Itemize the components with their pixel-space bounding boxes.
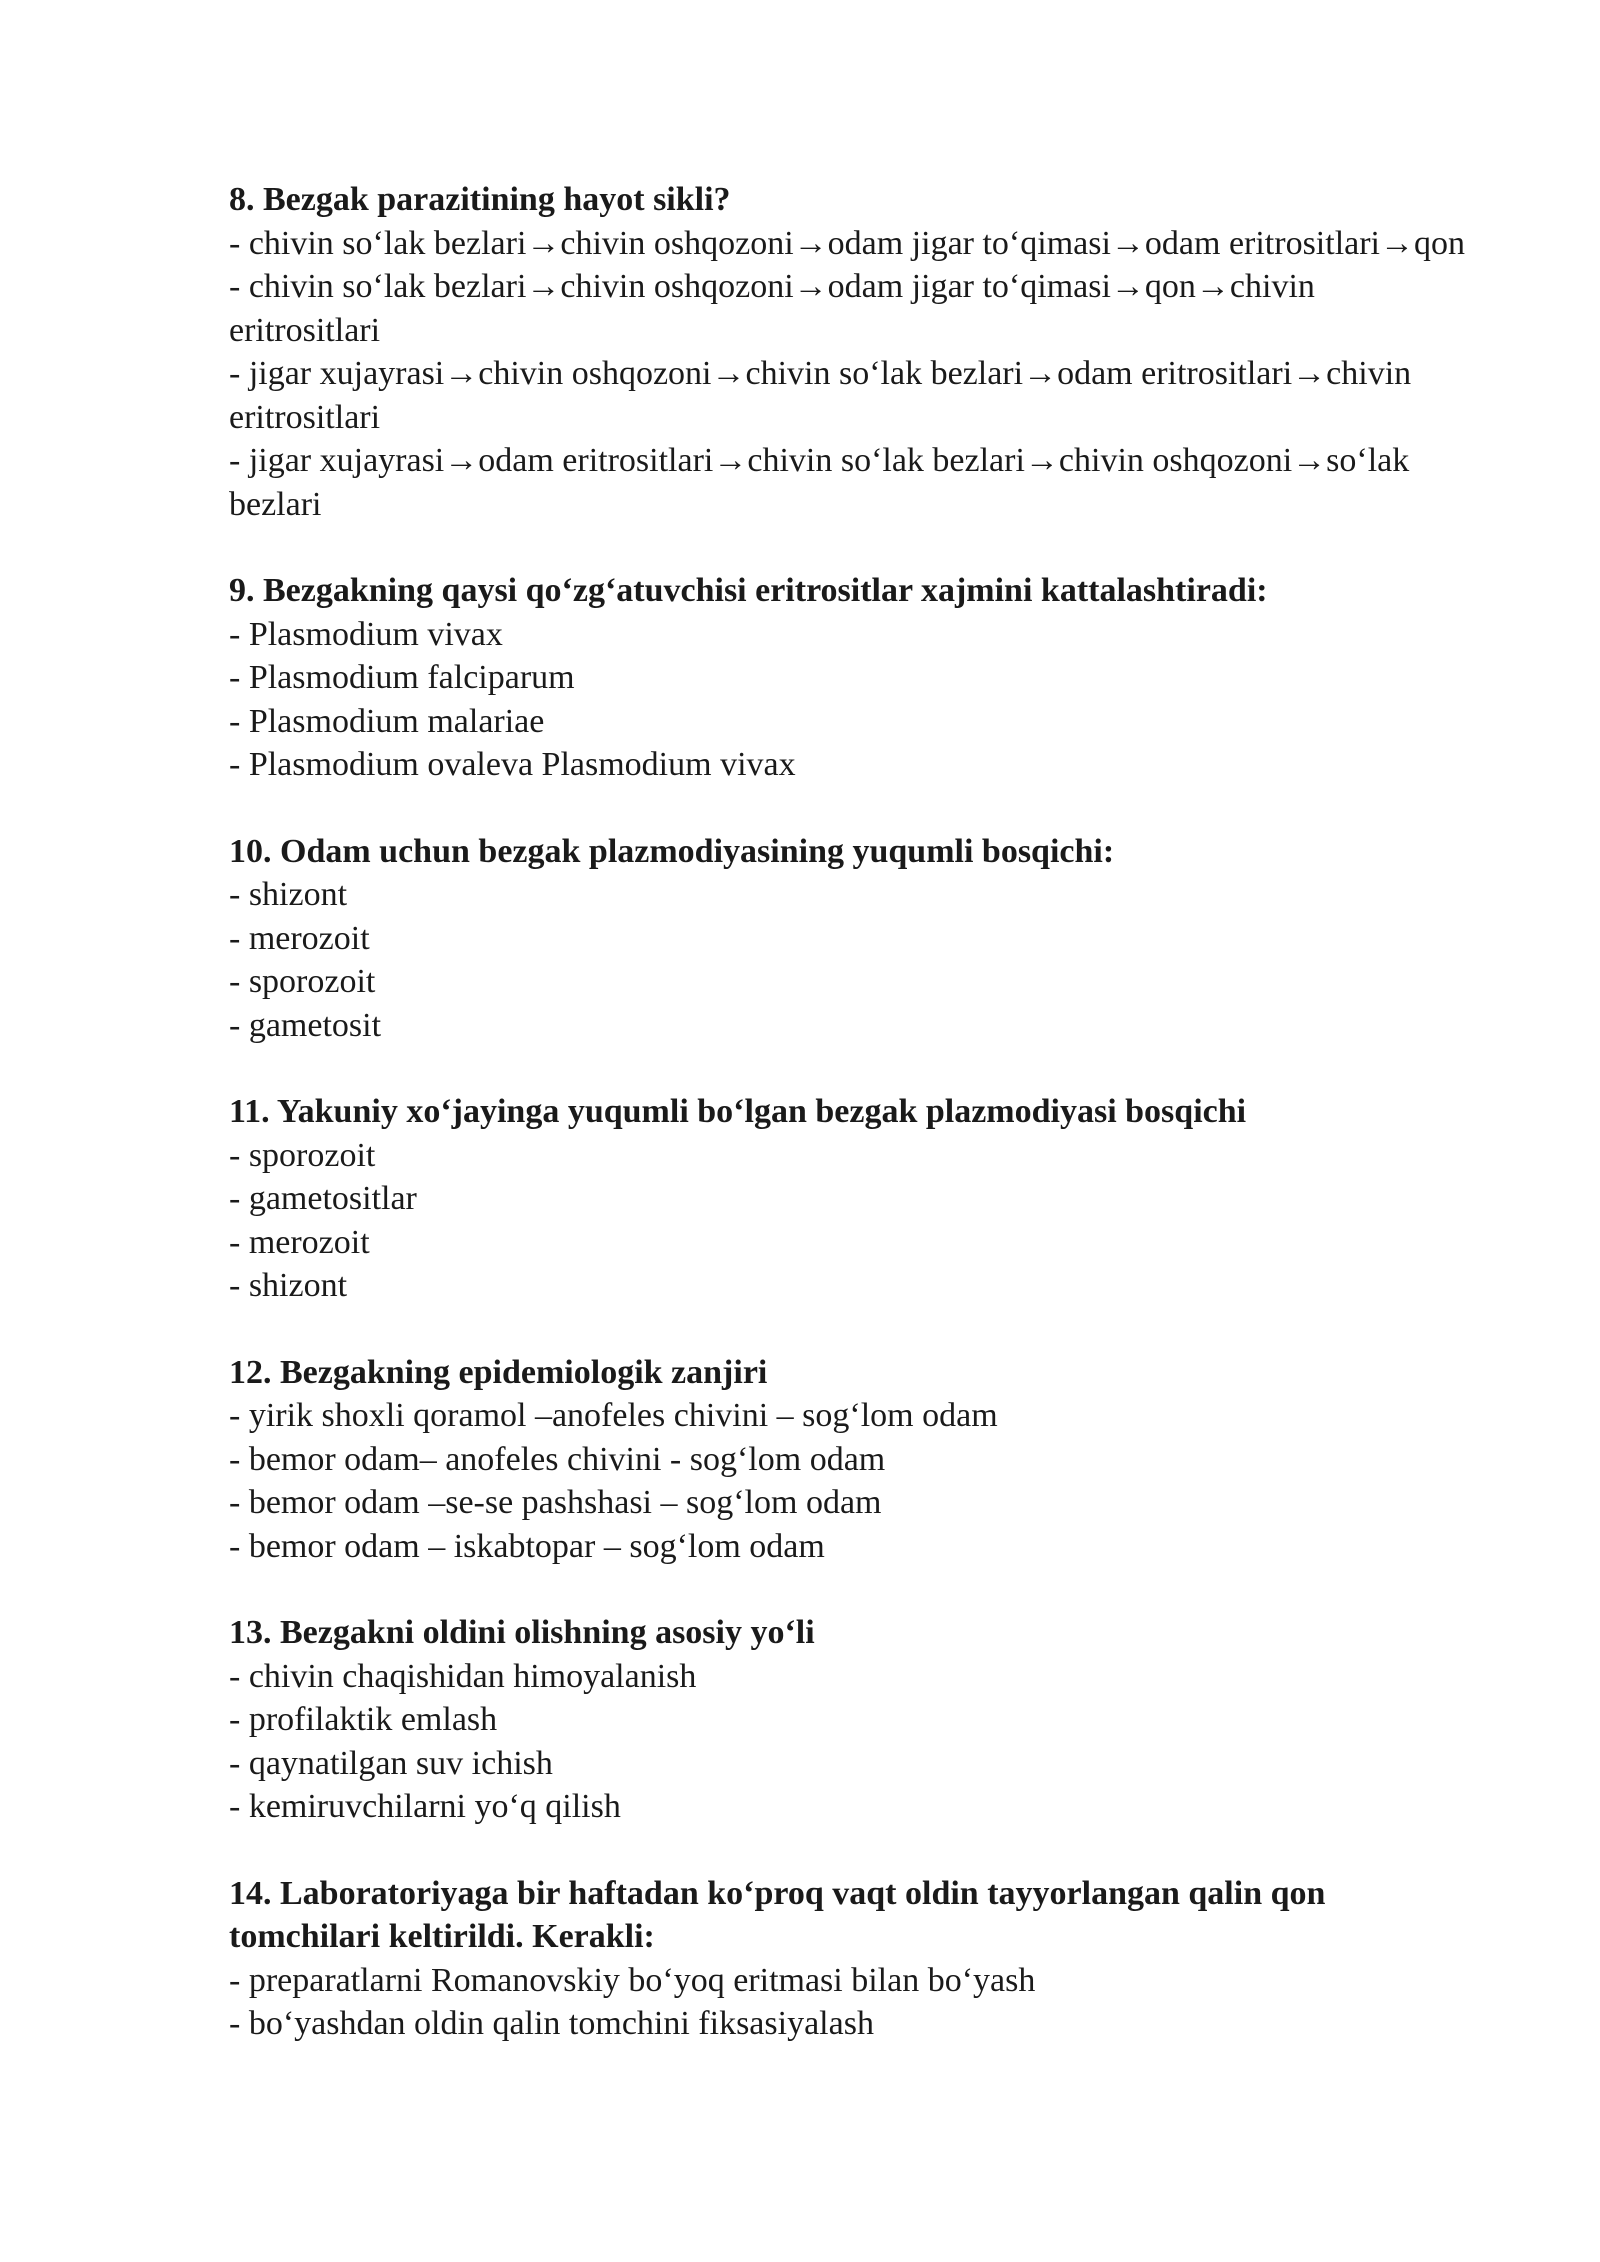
answer-option: - jigar xujayrasi→chivin oshqozoni→chivin so‘lak bezlari→odam eritrositlari→chivin eritrositlari — [229, 355, 1412, 436]
answer-option: - Plasmodium vivax — [229, 615, 503, 653]
answer-option: - shizont — [229, 1267, 348, 1304]
answer-option: - sporozoit — [229, 1136, 376, 1174]
answer-option: - Plasmodium malariae — [229, 702, 545, 740]
answer-option: - jigar xujayrasi→odam eritrositlari→chivin so‘lak bezlari→chivin oshqozoni→so‘lak bezlari — [229, 442, 1410, 523]
question-10 — [229, 830, 1469, 1048]
question-title: 8. Bezgak parazitining hayot sikli? — [229, 181, 731, 218]
question-11 — [229, 1090, 1469, 1308]
answer-option: - merozoit — [229, 919, 370, 957]
question-title: 9. Bezgakning qaysi qo‘zg‘atuvchisi eritrositlar xajmini kattalashtiradi: — [229, 572, 1268, 609]
answer-option: - bo‘yashdan oldin qalin tomchini fiksasiyalash — [229, 2005, 874, 2042]
answer-option: - chivin chaqishidan himoyalanish — [229, 1657, 697, 1695]
answer-option: - merozoit — [229, 1223, 370, 1261]
question-title: 10. Odam uchun bezgak plazmodiyasining yuqumli bosqichi: — [229, 832, 1115, 870]
answer-option: - bemor odam –se-se pashshasi – sog‘lom odam — [229, 1484, 882, 1521]
question-9 — [229, 569, 1469, 787]
answer-option: - bemor odam – iskabtopar – sog‘lom odam — [229, 1527, 825, 1565]
answer-option: - chivin so‘lak bezlari→chivin oshqozoni→odam jigar to‘qimasi→qon→chivin eritrositlari — [229, 268, 1315, 349]
answer-option: - bemor odam– anofeles chivini - sog‘lom odam — [229, 1440, 886, 1478]
answer-option: - shizont — [229, 876, 348, 913]
answer-option: - kemiruvchilarni yo‘q qilish — [229, 1788, 621, 1825]
question-14 — [229, 1872, 1469, 2046]
answer-option: - gametosit — [229, 1006, 382, 1044]
answer-option: - sporozoit — [229, 963, 376, 1000]
answer-option: - yirik shoxli qoramol –anofeles chivini – sog‘lom odam — [229, 1397, 998, 1434]
question-12 — [229, 1351, 1469, 1569]
answer-option: - Plasmodium ovaleva Plasmodium vivax — [229, 746, 796, 783]
answer-option: - profilaktik emlash — [229, 1701, 498, 1738]
answer-option: - chivin so‘lak bezlari→chivin oshqozoni→odam jigar to‘qimasi→odam eritrositlari→qon — [229, 224, 1466, 262]
question-title: 14. Laboratoriyaga bir haftadan ko‘proq vaqt oldin tayyorlangan qalin qon tomchilari keltirildi. Kerakli: — [229, 1874, 1326, 1955]
document-page — [229, 178, 1469, 2089]
question-title: 11. Yakuniy xo‘jayinga yuqumli bo‘lgan bezgak plazmodiyasi bosqichi — [229, 1093, 1247, 1130]
answer-option: - Plasmodium falciparum — [229, 659, 575, 696]
question-title: 13. Bezgakni oldini olishning asosiy yo‘li — [229, 1614, 815, 1651]
answer-option: - gametositlar — [229, 1180, 417, 1217]
question-13 — [229, 1611, 1469, 1829]
answer-option: - qaynatilgan suv ichish — [229, 1744, 553, 1782]
question-title: 12. Bezgakning epidemiologik zanjiri — [229, 1353, 768, 1391]
answer-option: - preparatlarni Romanovskiy bo‘yoq eritmasi bilan bo‘yash — [229, 1961, 1036, 1999]
question-8 — [229, 178, 1469, 526]
